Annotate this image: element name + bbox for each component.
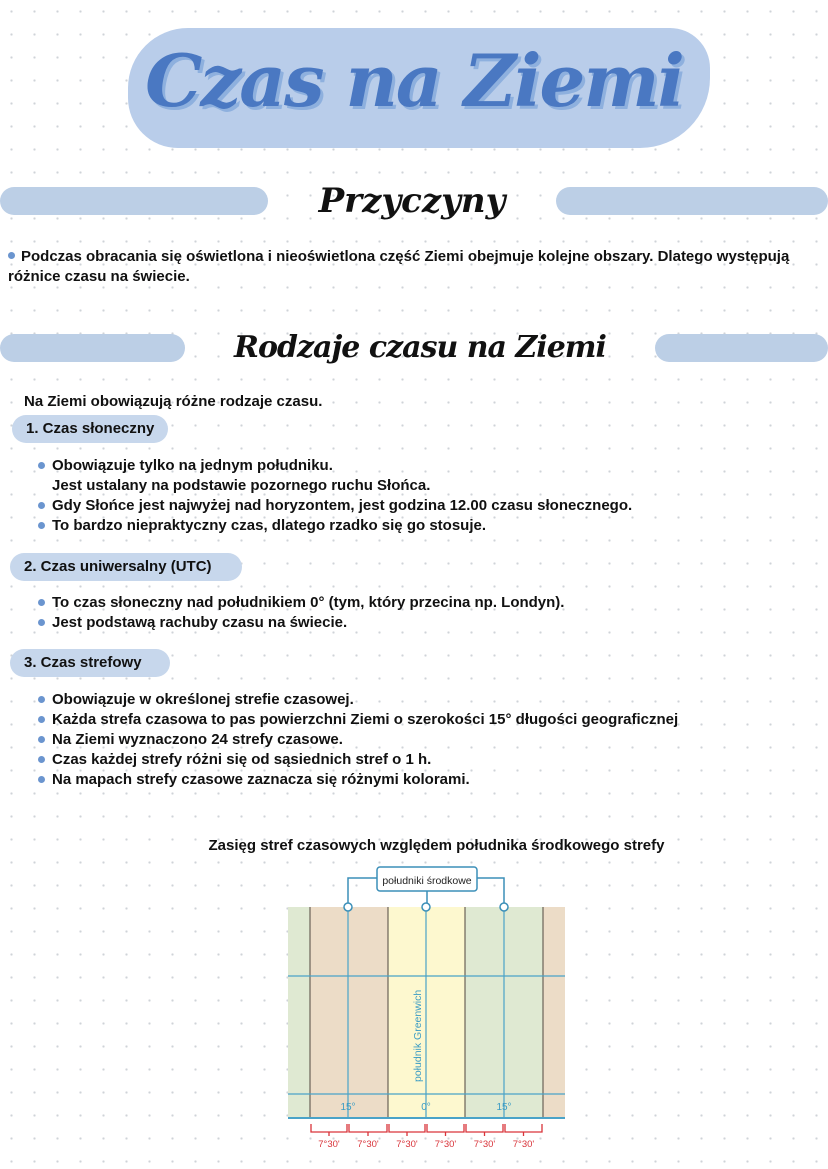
list-item: Jest podstawą rachuby czasu na świecie. <box>38 613 564 633</box>
list-item: Obowiązuje tylko na jednym południku. <box>38 456 632 476</box>
zone-band <box>543 907 565 1118</box>
meridian-label: 0° <box>421 1102 431 1113</box>
meridian-marker <box>344 903 352 911</box>
heading-przyczyny: Przyczyny <box>318 181 506 221</box>
list-item: Każda strefa czasowa to pas powierzchni Ziemi o szerokości 15° długości geograficznej <box>38 710 678 730</box>
type-label-1: 1. Czas słoneczny <box>12 415 168 443</box>
type-label-3: 3. Czas strefowy <box>10 649 170 677</box>
half-zone-bracket <box>505 1124 542 1136</box>
half-zone-bracket <box>389 1124 425 1136</box>
list-item: Na mapach strefy czasowe zaznacza się różnymi kolorami. <box>38 770 678 790</box>
zone-band <box>288 907 310 1118</box>
list-item: Na Ziemi wyznaczono 24 strefy czasowe. <box>38 730 678 750</box>
page-title: Czas na Ziemi <box>145 38 683 123</box>
przyczyny-text: Podczas obracania się oświetlona i nieoświetlona część Ziemi obejmuje kolejne obszary. Dlatego występują różnice czasu na świecie. <box>8 248 790 285</box>
intro-text: Na Ziemi obowiązują różne rodzaje czasu. <box>24 393 323 410</box>
half-zone-bracket <box>427 1124 464 1136</box>
meridian-label: 15° <box>340 1102 356 1113</box>
type-label-2: 2. Czas uniwersalny (UTC) <box>10 553 242 581</box>
meridian-marker <box>500 903 508 911</box>
half-zone-bracket <box>466 1124 503 1136</box>
diagram-caption: Zasięg stref czasowych względem południka środkowego strefy <box>208 837 665 854</box>
list-item: To czas słoneczny nad południkiem 0° (tym, który przecina np. Londyn). <box>38 593 564 613</box>
greenwich-label: południk Greenwich <box>412 989 424 1082</box>
half-zone-label: 7°30' <box>318 1139 340 1150</box>
half-zone-bracket <box>349 1124 387 1136</box>
list-item: Czas każdej strefy różni się od sąsiednich stref o 1 h. <box>38 750 678 770</box>
list-item: To bardzo niepraktyczny czas, dlatego rzadko się go stosuje. <box>38 516 632 536</box>
half-zone-label: 7°30' <box>434 1139 457 1150</box>
list-item: Gdy Słońce jest najwyżej nad horyzontem, jest godzina 12.00 czasu słonecznego. <box>38 496 632 516</box>
list-item: Obowiązuje w określonej strefie czasowej. <box>38 690 678 710</box>
meridian-label: 15° <box>496 1102 512 1113</box>
half-zone-label: 7°30' <box>396 1139 418 1150</box>
half-zone-bracket <box>311 1124 347 1136</box>
callout-label: południki środkowe <box>382 875 472 887</box>
meridian-marker <box>422 903 430 911</box>
zone-band <box>310 907 388 1118</box>
heading-rodzaje: Rodzaje czasu na Ziemi <box>234 330 606 365</box>
half-zone-label: 7°30' <box>512 1139 535 1150</box>
half-zone-label: 7°30' <box>357 1139 379 1150</box>
list-item: Jest ustalany na podstawie pozornego ruchu Słońca. <box>52 477 431 494</box>
half-zone-label: 7°30' <box>473 1139 496 1150</box>
